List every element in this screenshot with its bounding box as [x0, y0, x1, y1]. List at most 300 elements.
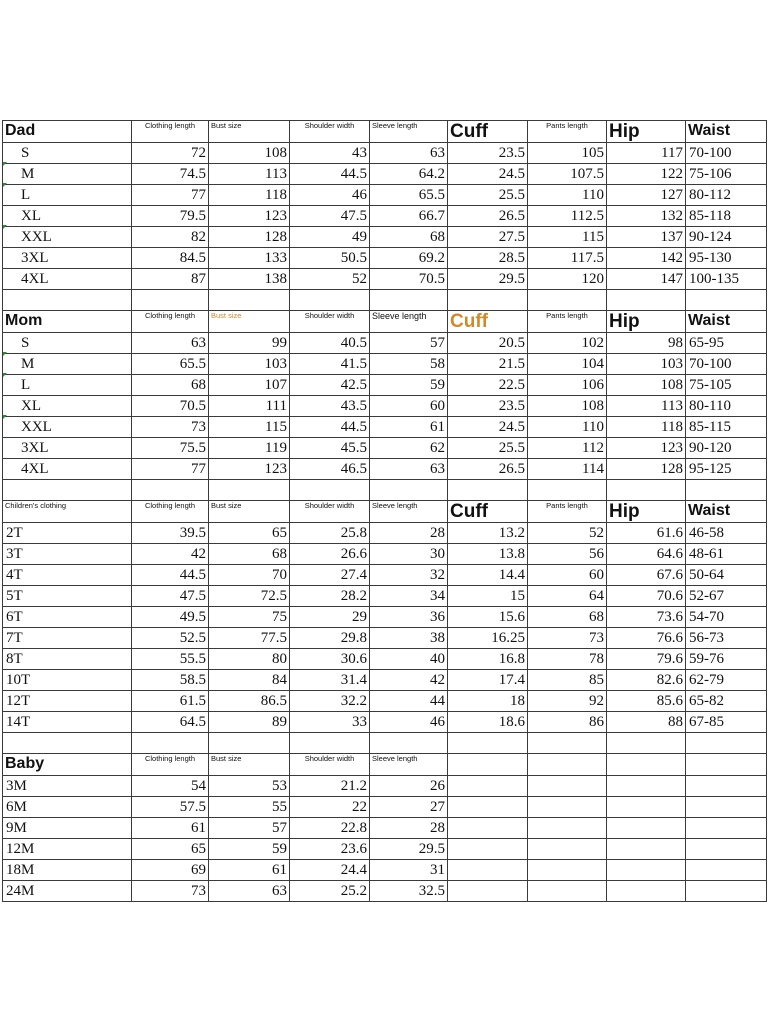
- size-cell: 8T: [3, 649, 132, 670]
- pants-length-header-label: Pants length: [546, 501, 588, 510]
- bust-size-cell: 115: [209, 417, 290, 438]
- shoulder-width-cell: 24.4: [290, 860, 370, 881]
- cuff-cell: [448, 839, 528, 860]
- empty-cell: [448, 480, 528, 501]
- bust-size-cell: 68: [209, 544, 290, 565]
- empty-cell: [528, 733, 607, 754]
- hip-cell: 137: [607, 227, 686, 248]
- bust-size-cell: 133: [209, 248, 290, 269]
- empty-cell: [290, 480, 370, 501]
- waist-header-label: Waist: [688, 312, 731, 329]
- waist-cell: [686, 839, 767, 860]
- bust-size-header-label: Bust size: [211, 754, 242, 763]
- pants-length-cell: 106: [528, 375, 607, 396]
- size-header-label: Mom: [5, 312, 43, 329]
- empty-cell: [607, 733, 686, 754]
- hip-header-label: Hip: [609, 121, 640, 142]
- hip-cell: 147: [607, 269, 686, 290]
- hip-cell: 82.6: [607, 670, 686, 691]
- size-cell: 4XL: [3, 269, 132, 290]
- shoulder-width-cell: 40.5: [290, 333, 370, 354]
- hip-cell: 127: [607, 185, 686, 206]
- empty-cell: [607, 480, 686, 501]
- empty-cell: [3, 733, 132, 754]
- waist-cell: 67-85: [686, 712, 767, 733]
- cuff-header: [448, 121, 528, 143]
- bust-size-cell: 65: [209, 523, 290, 544]
- table-row: [3, 881, 767, 902]
- hip-cell: 108: [607, 375, 686, 396]
- clothing-length-cell: 77: [132, 459, 209, 480]
- pants-length-cell: 56: [528, 544, 607, 565]
- bust-size-cell: 99: [209, 333, 290, 354]
- shoulder-width-cell: 50.5: [290, 248, 370, 269]
- shoulder-width-cell: 42.5: [290, 375, 370, 396]
- cuff-cell: 27.5: [448, 227, 528, 248]
- sleeve-length-cell: 27: [370, 797, 448, 818]
- empty-cell: [209, 480, 290, 501]
- bust-size-cell: 53: [209, 776, 290, 797]
- waist-cell: 65-95: [686, 333, 767, 354]
- clothing-length-cell: 52.5: [132, 628, 209, 649]
- table-row: [3, 417, 767, 438]
- pants-length-header: [528, 311, 607, 333]
- shoulder-width-cell: 52: [290, 269, 370, 290]
- empty-cell: [209, 290, 290, 311]
- waist-cell: 80-112: [686, 185, 767, 206]
- pants-length-cell: [528, 881, 607, 902]
- empty-cell: [528, 290, 607, 311]
- clothing-length-cell: 47.5: [132, 586, 209, 607]
- cuff-cell: 15.6: [448, 607, 528, 628]
- waist-cell: 54-70: [686, 607, 767, 628]
- waist-cell: 52-67: [686, 586, 767, 607]
- cuff-header-label: Cuff: [450, 121, 488, 142]
- waist-cell: 90-124: [686, 227, 767, 248]
- clothing-length-cell: 73: [132, 881, 209, 902]
- cuff-cell: 21.5: [448, 354, 528, 375]
- hip-cell: 79.6: [607, 649, 686, 670]
- hip-cell: [607, 860, 686, 881]
- waist-cell: 85-118: [686, 206, 767, 227]
- sleeve-length-cell: 69.2: [370, 248, 448, 269]
- cuff-cell: 13.8: [448, 544, 528, 565]
- pants-length-cell: 107.5: [528, 164, 607, 185]
- shoulder-width-cell: 41.5: [290, 354, 370, 375]
- waist-header: [686, 311, 767, 333]
- cuff-cell: 16.25: [448, 628, 528, 649]
- sleeve-length-cell: 28: [370, 523, 448, 544]
- size-cell: S: [3, 143, 132, 164]
- shoulder-width-cell: 26.6: [290, 544, 370, 565]
- waist-header: [686, 754, 767, 776]
- bust-size-cell: 123: [209, 459, 290, 480]
- cuff-cell: 18.6: [448, 712, 528, 733]
- waist-cell: [686, 776, 767, 797]
- table-row: [3, 839, 767, 860]
- hip-cell: [607, 797, 686, 818]
- hip-cell: 113: [607, 396, 686, 417]
- cuff-cell: 14.4: [448, 565, 528, 586]
- bust-size-header: [209, 501, 290, 523]
- empty-cell: [290, 733, 370, 754]
- size-cell: M: [3, 354, 132, 375]
- waist-cell: 50-64: [686, 565, 767, 586]
- sleeve-length-header-label: Sleeve length: [372, 501, 418, 510]
- waist-cell: 48-61: [686, 544, 767, 565]
- size-cell: XL: [3, 206, 132, 227]
- pants-length-cell: 110: [528, 417, 607, 438]
- size-header-label: Dad: [5, 122, 36, 139]
- pants-length-cell: 108: [528, 396, 607, 417]
- size-header: [3, 311, 132, 333]
- size-header: [3, 121, 132, 143]
- pants-length-cell: 64: [528, 586, 607, 607]
- sleeve-length-cell: 60: [370, 396, 448, 417]
- size-cell: 12M: [3, 839, 132, 860]
- waist-cell: 85-115: [686, 417, 767, 438]
- bust-size-header-label: Bust size: [211, 121, 242, 130]
- cuff-cell: [448, 818, 528, 839]
- waist-cell: 95-125: [686, 459, 767, 480]
- shoulder-width-cell: 47.5: [290, 206, 370, 227]
- table-row: [3, 459, 767, 480]
- cuff-cell: 20.5: [448, 333, 528, 354]
- bust-size-cell: 111: [209, 396, 290, 417]
- sleeve-length-header-label: Sleeve length: [372, 311, 427, 321]
- size-cell: 3XL: [3, 438, 132, 459]
- hip-header: [607, 311, 686, 333]
- hip-cell: 67.6: [607, 565, 686, 586]
- clothing-length-header-label: Clothing length: [144, 121, 196, 130]
- shoulder-width-cell: 22.8: [290, 818, 370, 839]
- empty-cell: [3, 480, 132, 501]
- sleeve-length-cell: 62: [370, 438, 448, 459]
- table-row: [3, 607, 767, 628]
- shoulder-width-header: [290, 121, 370, 143]
- sleeve-length-cell: 38: [370, 628, 448, 649]
- clothing-length-cell: 84.5: [132, 248, 209, 269]
- hip-cell: 70.6: [607, 586, 686, 607]
- cuff-cell: 23.5: [448, 396, 528, 417]
- shoulder-width-header-label: Shoulder width: [304, 754, 355, 763]
- pants-length-cell: 112: [528, 438, 607, 459]
- size-cell: 12T: [3, 691, 132, 712]
- shoulder-width-header-label: Shoulder width: [304, 311, 355, 320]
- table-row: [3, 649, 767, 670]
- clothing-length-cell: 87: [132, 269, 209, 290]
- pants-length-cell: 110: [528, 185, 607, 206]
- shoulder-width-cell: 22: [290, 797, 370, 818]
- sleeve-length-cell: 63: [370, 143, 448, 164]
- cuff-header-label: Cuff: [450, 501, 488, 522]
- bust-size-cell: 55: [209, 797, 290, 818]
- size-cell: 4T: [3, 565, 132, 586]
- waist-cell: 90-120: [686, 438, 767, 459]
- sleeve-length-header-label: Sleeve length: [372, 754, 418, 763]
- section-spacer-row: [3, 733, 767, 754]
- bust-size-cell: 57: [209, 818, 290, 839]
- sleeve-length-header: [370, 754, 448, 776]
- empty-cell: [370, 480, 448, 501]
- waist-cell: 100-135: [686, 269, 767, 290]
- pants-length-cell: [528, 797, 607, 818]
- shoulder-width-cell: 21.2: [290, 776, 370, 797]
- sleeve-length-cell: 68: [370, 227, 448, 248]
- clothing-length-header-label: Clothing length: [144, 754, 196, 763]
- empty-cell: [607, 290, 686, 311]
- table-row: [3, 797, 767, 818]
- sleeve-length-cell: 34: [370, 586, 448, 607]
- row-marker: [3, 373, 7, 377]
- cuff-header: [448, 311, 528, 333]
- size-cell: 10T: [3, 670, 132, 691]
- shoulder-width-cell: 46: [290, 185, 370, 206]
- hip-cell: 76.6: [607, 628, 686, 649]
- size-cell: XL: [3, 396, 132, 417]
- bust-size-cell: 59: [209, 839, 290, 860]
- waist-header-label: Waist: [688, 122, 731, 139]
- bust-size-header: [209, 754, 290, 776]
- table-row: [3, 438, 767, 459]
- waist-header: [686, 121, 767, 143]
- shoulder-width-cell: 43: [290, 143, 370, 164]
- table-row: [3, 164, 767, 185]
- table-row: [3, 544, 767, 565]
- empty-cell: [290, 290, 370, 311]
- shoulder-width-cell: 29: [290, 607, 370, 628]
- shoulder-width-header: [290, 754, 370, 776]
- pants-length-header: [528, 501, 607, 523]
- size-cell: 2T: [3, 523, 132, 544]
- table-row: [3, 143, 767, 164]
- shoulder-width-cell: 46.5: [290, 459, 370, 480]
- hip-cell: 85.6: [607, 691, 686, 712]
- size-cell: 4XL: [3, 459, 132, 480]
- sleeve-length-cell: 63: [370, 459, 448, 480]
- waist-cell: [686, 797, 767, 818]
- sleeve-length-cell: 26: [370, 776, 448, 797]
- waist-header-label: Waist: [688, 502, 731, 519]
- bust-size-cell: 80: [209, 649, 290, 670]
- sleeve-length-cell: 64.2: [370, 164, 448, 185]
- clothing-length-cell: 44.5: [132, 565, 209, 586]
- sleeve-length-cell: 31: [370, 860, 448, 881]
- hip-cell: 61.6: [607, 523, 686, 544]
- empty-cell: [448, 290, 528, 311]
- bust-size-cell: 138: [209, 269, 290, 290]
- clothing-length-cell: 54: [132, 776, 209, 797]
- hip-cell: [607, 881, 686, 902]
- shoulder-width-header: [290, 311, 370, 333]
- clothing-length-cell: 73: [132, 417, 209, 438]
- bust-size-cell: 123: [209, 206, 290, 227]
- empty-cell: [132, 733, 209, 754]
- clothing-length-cell: 79.5: [132, 206, 209, 227]
- cuff-header: [448, 501, 528, 523]
- table-row: [3, 776, 767, 797]
- cuff-cell: [448, 881, 528, 902]
- shoulder-width-cell: 30.6: [290, 649, 370, 670]
- shoulder-width-cell: 23.6: [290, 839, 370, 860]
- hip-header-label: Hip: [609, 501, 640, 522]
- waist-cell: [686, 881, 767, 902]
- row-marker: [3, 415, 7, 419]
- pants-length-cell: [528, 839, 607, 860]
- waist-cell: [686, 860, 767, 881]
- table-row: [3, 185, 767, 206]
- row-marker: [3, 162, 7, 166]
- clothing-length-cell: 74.5: [132, 164, 209, 185]
- sleeve-length-cell: 58: [370, 354, 448, 375]
- bust-size-cell: 84: [209, 670, 290, 691]
- waist-cell: 56-73: [686, 628, 767, 649]
- clothing-length-cell: 68: [132, 375, 209, 396]
- bust-size-cell: 72.5: [209, 586, 290, 607]
- cuff-cell: 26.5: [448, 206, 528, 227]
- sleeve-length-header: [370, 501, 448, 523]
- pants-length-cell: [528, 860, 607, 881]
- cuff-header: [448, 754, 528, 776]
- pants-length-cell: 104: [528, 354, 607, 375]
- bust-size-header: [209, 311, 290, 333]
- size-cell: 9M: [3, 818, 132, 839]
- waist-cell: 62-79: [686, 670, 767, 691]
- table-row: [3, 227, 767, 248]
- table-row: [3, 523, 767, 544]
- clothing-length-cell: 75.5: [132, 438, 209, 459]
- waist-cell: 59-76: [686, 649, 767, 670]
- empty-cell: [686, 290, 767, 311]
- pants-length-cell: 78: [528, 649, 607, 670]
- bust-size-header-label: Bust size: [211, 311, 242, 320]
- cuff-cell: 15: [448, 586, 528, 607]
- pants-length-header-label: Pants length: [546, 311, 588, 320]
- shoulder-width-cell: 45.5: [290, 438, 370, 459]
- hip-cell: 123: [607, 438, 686, 459]
- size-cell: 6T: [3, 607, 132, 628]
- clothing-length-cell: 61: [132, 818, 209, 839]
- size-cell: L: [3, 185, 132, 206]
- shoulder-width-cell: 49: [290, 227, 370, 248]
- bust-size-cell: 63: [209, 881, 290, 902]
- size-cell: 3M: [3, 776, 132, 797]
- table-row: [3, 565, 767, 586]
- clothing-length-cell: 77: [132, 185, 209, 206]
- bust-size-header-label: Bust size: [211, 501, 242, 510]
- cuff-cell: [448, 776, 528, 797]
- size-header: [3, 754, 132, 776]
- clothing-length-cell: 42: [132, 544, 209, 565]
- shoulder-width-cell: 44.5: [290, 417, 370, 438]
- bust-size-cell: 103: [209, 354, 290, 375]
- bust-size-cell: 128: [209, 227, 290, 248]
- row-marker: [3, 352, 7, 356]
- empty-cell: [448, 733, 528, 754]
- clothing-length-cell: 49.5: [132, 607, 209, 628]
- clothing-length-header: [132, 501, 209, 523]
- pants-length-cell: 60: [528, 565, 607, 586]
- sleeve-length-cell: 28: [370, 818, 448, 839]
- bust-size-cell: 118: [209, 185, 290, 206]
- clothing-length-header: [132, 121, 209, 143]
- clothing-length-cell: 69: [132, 860, 209, 881]
- section-spacer-row: [3, 480, 767, 501]
- empty-cell: [528, 480, 607, 501]
- clothing-length-header: [132, 311, 209, 333]
- clothing-length-cell: 55.5: [132, 649, 209, 670]
- bust-size-cell: 77.5: [209, 628, 290, 649]
- cuff-cell: 23.5: [448, 143, 528, 164]
- size-cell: L: [3, 375, 132, 396]
- size-header: [3, 501, 132, 523]
- cuff-cell: 28.5: [448, 248, 528, 269]
- children-header-row: [3, 501, 767, 523]
- pants-length-cell: 102: [528, 333, 607, 354]
- waist-cell: 75-105: [686, 375, 767, 396]
- hip-cell: 117: [607, 143, 686, 164]
- waist-cell: 65-82: [686, 691, 767, 712]
- size-cell: 14T: [3, 712, 132, 733]
- clothing-length-header-label: Clothing length: [144, 311, 196, 320]
- clothing-length-header: [132, 754, 209, 776]
- size-cell: 5T: [3, 586, 132, 607]
- clothing-length-cell: 65.5: [132, 354, 209, 375]
- empty-cell: [209, 733, 290, 754]
- sleeve-length-cell: 30: [370, 544, 448, 565]
- hip-cell: 73.6: [607, 607, 686, 628]
- hip-cell: 88: [607, 712, 686, 733]
- size-cell: 7T: [3, 628, 132, 649]
- size-cell: 6M: [3, 797, 132, 818]
- waist-cell: 95-130: [686, 248, 767, 269]
- cuff-cell: 17.4: [448, 670, 528, 691]
- bust-size-cell: 113: [209, 164, 290, 185]
- hip-cell: [607, 818, 686, 839]
- sleeve-length-cell: 70.5: [370, 269, 448, 290]
- cuff-cell: 25.5: [448, 438, 528, 459]
- size-cell: 3XL: [3, 248, 132, 269]
- sleeve-length-cell: 32: [370, 565, 448, 586]
- hip-header: [607, 754, 686, 776]
- cuff-header-label: Cuff: [450, 311, 488, 332]
- size-cell: 18M: [3, 860, 132, 881]
- sleeve-length-cell: 66.7: [370, 206, 448, 227]
- clothing-length-cell: 57.5: [132, 797, 209, 818]
- cuff-cell: 24.5: [448, 164, 528, 185]
- table-row: [3, 860, 767, 881]
- shoulder-width-cell: 25.2: [290, 881, 370, 902]
- bust-size-cell: 108: [209, 143, 290, 164]
- table-row: [3, 712, 767, 733]
- sleeve-length-header: [370, 311, 448, 333]
- row-marker: [3, 183, 7, 187]
- cuff-cell: [448, 860, 528, 881]
- pants-length-cell: 112.5: [528, 206, 607, 227]
- hip-cell: 118: [607, 417, 686, 438]
- clothing-length-header-label: Clothing length: [144, 501, 196, 510]
- empty-cell: [3, 290, 132, 311]
- empty-cell: [370, 733, 448, 754]
- waist-cell: 80-110: [686, 396, 767, 417]
- shoulder-width-header-label: Shoulder width: [304, 121, 355, 130]
- clothing-length-cell: 39.5: [132, 523, 209, 544]
- hip-header: [607, 121, 686, 143]
- pants-length-cell: 52: [528, 523, 607, 544]
- table-row: [3, 248, 767, 269]
- size-cell: 3T: [3, 544, 132, 565]
- shoulder-width-cell: 31.4: [290, 670, 370, 691]
